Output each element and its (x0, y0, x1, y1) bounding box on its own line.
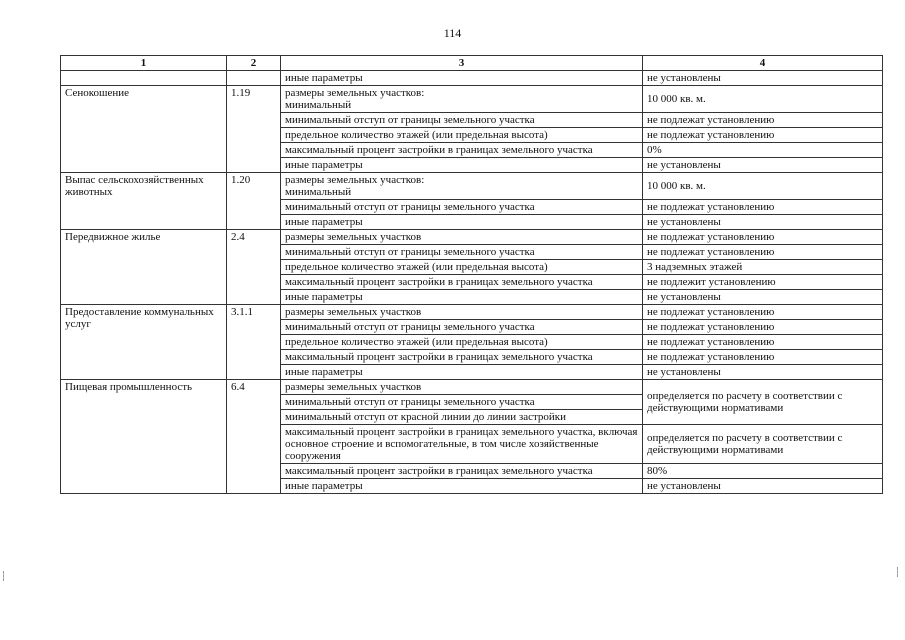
parameter-cell: минимальный отступ от границы земельного участка (281, 395, 643, 410)
land-use-code-cell: 1.20 (227, 173, 281, 230)
value-cell: не подлежат установлению (643, 230, 883, 245)
table-header (61, 56, 883, 71)
parameter-cell: иные параметры (281, 479, 643, 494)
parameter-cell: минимальный отступ от границы земельного участка (281, 113, 643, 128)
table-row (61, 173, 883, 200)
table-body (61, 71, 883, 494)
land-use-code-cell: 1.19 (227, 86, 281, 173)
value-cell: не подлежат установлению (643, 200, 883, 215)
parameter-cell: иные параметры (281, 215, 643, 230)
land-use-type-cell: Пищевая промышленность (61, 380, 227, 494)
value-cell: не подлежат установлению (643, 245, 883, 260)
parameter-cell: максимальный процент застройки в границах земельного участка (281, 143, 643, 158)
parameter-cell: минимальный отступ от красной линии до линии застройки (281, 410, 643, 425)
parameter-cell: предельное количество этажей (или предельная высота) (281, 335, 643, 350)
table-row (61, 380, 883, 395)
parameter-cell: размеры земельных участков (281, 230, 643, 245)
table-row (61, 230, 883, 245)
value-cell: не подлежат установлению (643, 320, 883, 335)
parameter-cell: максимальный процент застройки в границах земельного участка (281, 350, 643, 365)
parameter-cell: максимальный процент застройки в границах земельного участка (281, 464, 643, 479)
value-cell: не подлежат установлению (643, 350, 883, 365)
table-row (61, 86, 883, 113)
land-use-code-cell: 2.4 (227, 230, 281, 305)
parameter-cell: предельное количество этажей (или предельная высота) (281, 260, 643, 275)
page-number: 114 (443, 26, 462, 40)
land-use-type-cell: Предоставление коммунальных услуг (61, 305, 227, 380)
parameter-cell: размеры земельных участков (281, 305, 643, 320)
header-col-3: 3 (281, 56, 643, 71)
land-use-code-cell (227, 71, 281, 86)
parameter-cell: размеры земельных участков: минимальный (281, 86, 643, 113)
value-cell: определяется по расчету в соответствии с действующими нормативами (643, 380, 883, 425)
parameter-cell: максимальный процент застройки в границах земельного участка, включая основное строение и вспомогательные, в том числе хозяйственные сооружения (281, 425, 643, 464)
land-use-type-cell: Выпас сельскохозяйственных животных (61, 173, 227, 230)
value-cell: не подлежат установлению (643, 113, 883, 128)
table-row (61, 71, 883, 86)
parameter-cell: иные параметры (281, 290, 643, 305)
value-cell: не установлены (643, 71, 883, 86)
parameter-cell: иные параметры (281, 158, 643, 173)
value-cell: 80% (643, 464, 883, 479)
land-use-code-cell: 3.1.1 (227, 305, 281, 380)
value-cell: не установлены (643, 365, 883, 380)
scan-edge-mark-left (3, 571, 8, 581)
parameter-cell: минимальный отступ от границы земельного участка (281, 200, 643, 215)
land-use-type-cell (61, 71, 227, 86)
parameter-cell: иные параметры (281, 71, 643, 86)
regulations-table (60, 55, 883, 494)
parameter-cell: минимальный отступ от границы земельного участка (281, 245, 643, 260)
scan-edge-mark-right (897, 567, 902, 577)
value-cell: 0% (643, 143, 883, 158)
parameter-cell: размеры земельных участков (281, 380, 643, 395)
land-use-type-cell: Передвижное жилье (61, 230, 227, 305)
parameter-cell: минимальный отступ от границы земельного участка (281, 320, 643, 335)
land-use-code-cell: 6.4 (227, 380, 281, 494)
value-cell: определяется по расчету в соответствии с действующими нормативами (643, 425, 883, 464)
value-cell: 10 000 кв. м. (643, 173, 883, 200)
header-col-1: 1 (61, 56, 227, 71)
parameter-cell: максимальный процент застройки в границах земельного участка (281, 275, 643, 290)
value-cell: не установлены (643, 215, 883, 230)
parameter-cell: размеры земельных участков: минимальный (281, 173, 643, 200)
value-cell: 3 надземных этажей (643, 260, 883, 275)
header-col-2: 2 (227, 56, 281, 71)
value-cell: не установлены (643, 290, 883, 305)
value-cell: не подлежат установлению (643, 128, 883, 143)
header-col-4: 4 (643, 56, 883, 71)
table-row (61, 305, 883, 320)
value-cell: 10 000 кв. м. (643, 86, 883, 113)
value-cell: не подлежат установлению (643, 305, 883, 320)
value-cell: не подлежат установлению (643, 335, 883, 350)
value-cell: не установлены (643, 158, 883, 173)
value-cell: не установлены (643, 479, 883, 494)
parameter-cell: предельное количество этажей (или предельная высота) (281, 128, 643, 143)
parameter-cell: иные параметры (281, 365, 643, 380)
value-cell: не подлежит установлению (643, 275, 883, 290)
land-use-type-cell: Сенокошение (61, 86, 227, 173)
